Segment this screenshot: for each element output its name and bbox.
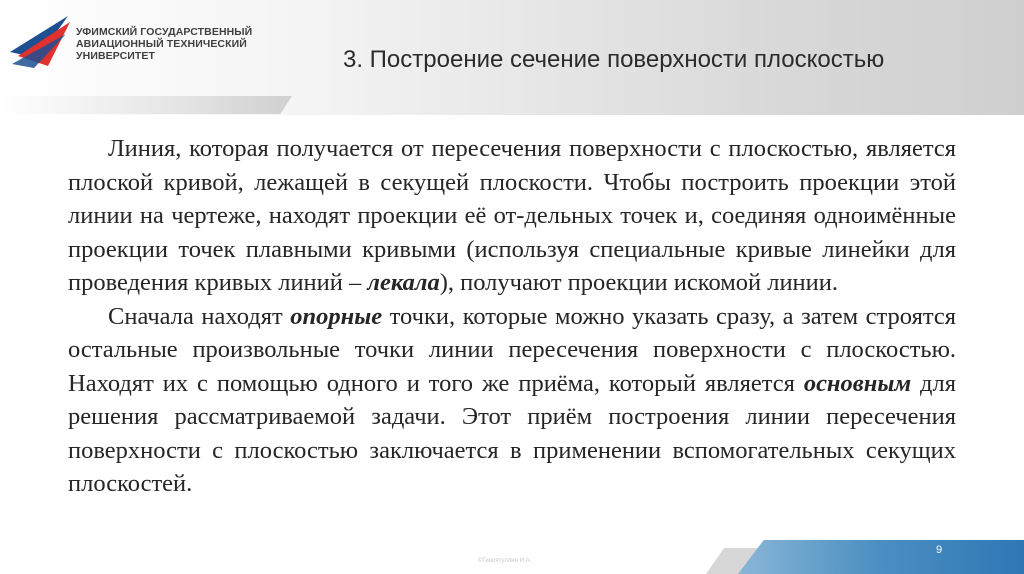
emphasized-term: основным xyxy=(803,369,912,397)
emphasized-term: лекала xyxy=(367,269,440,296)
text-span: для решения рассматриваемой задачи. Этот приём построения линии пересечения поверхности с плоскостью заключается в применении вспомогательных секущих плоскостей. xyxy=(68,369,956,497)
text-span: ), получают проекции искомой линии. xyxy=(439,269,839,296)
text-span: точки, которые можно указать сразу, а затем строятся остальные произвольные точки линии пересечения поверхности с плоскостью. Находят их с помощью одного и того же приёма, который является xyxy=(68,302,956,397)
university-wing-logo-icon xyxy=(8,12,74,70)
slide-title: 3. Построение сечение поверхности плоскостью xyxy=(343,46,885,73)
paragraph-2 xyxy=(68,300,956,501)
university-name-line: УФИМСКИЙ ГОСУДАРСТВЕННЫЙ xyxy=(76,26,253,38)
header-accent-strip xyxy=(0,96,292,114)
emphasized-term: опорные xyxy=(290,302,383,330)
page-number: 9 xyxy=(936,544,943,556)
text-span: Линия, которая получается от пересечения поверхности с плоскостью, является плоской кривой, лежащей в секущей плоскости. Чтобы построить проекции этой линии на чертеже, находят проекции её от-дельных точек и, соединяя одноимённые проекции точек плавными кривыми (используя специальные кривые линейки для проведения кривых линий – xyxy=(68,135,956,296)
university-name-line: АВИАЦИОННЫЙ ТЕХНИЧЕСКИЙ xyxy=(76,38,247,50)
paragraph-1 xyxy=(68,132,956,300)
text-span: Сначала находят xyxy=(108,302,291,330)
university-name-line: УНИВЕРСИТЕТ xyxy=(76,50,156,62)
footer-blue-stripe xyxy=(738,540,1024,574)
slide-body xyxy=(68,132,956,501)
footer-note: ©Гиниятуллин И.А. xyxy=(478,558,532,564)
university-name xyxy=(76,26,252,62)
